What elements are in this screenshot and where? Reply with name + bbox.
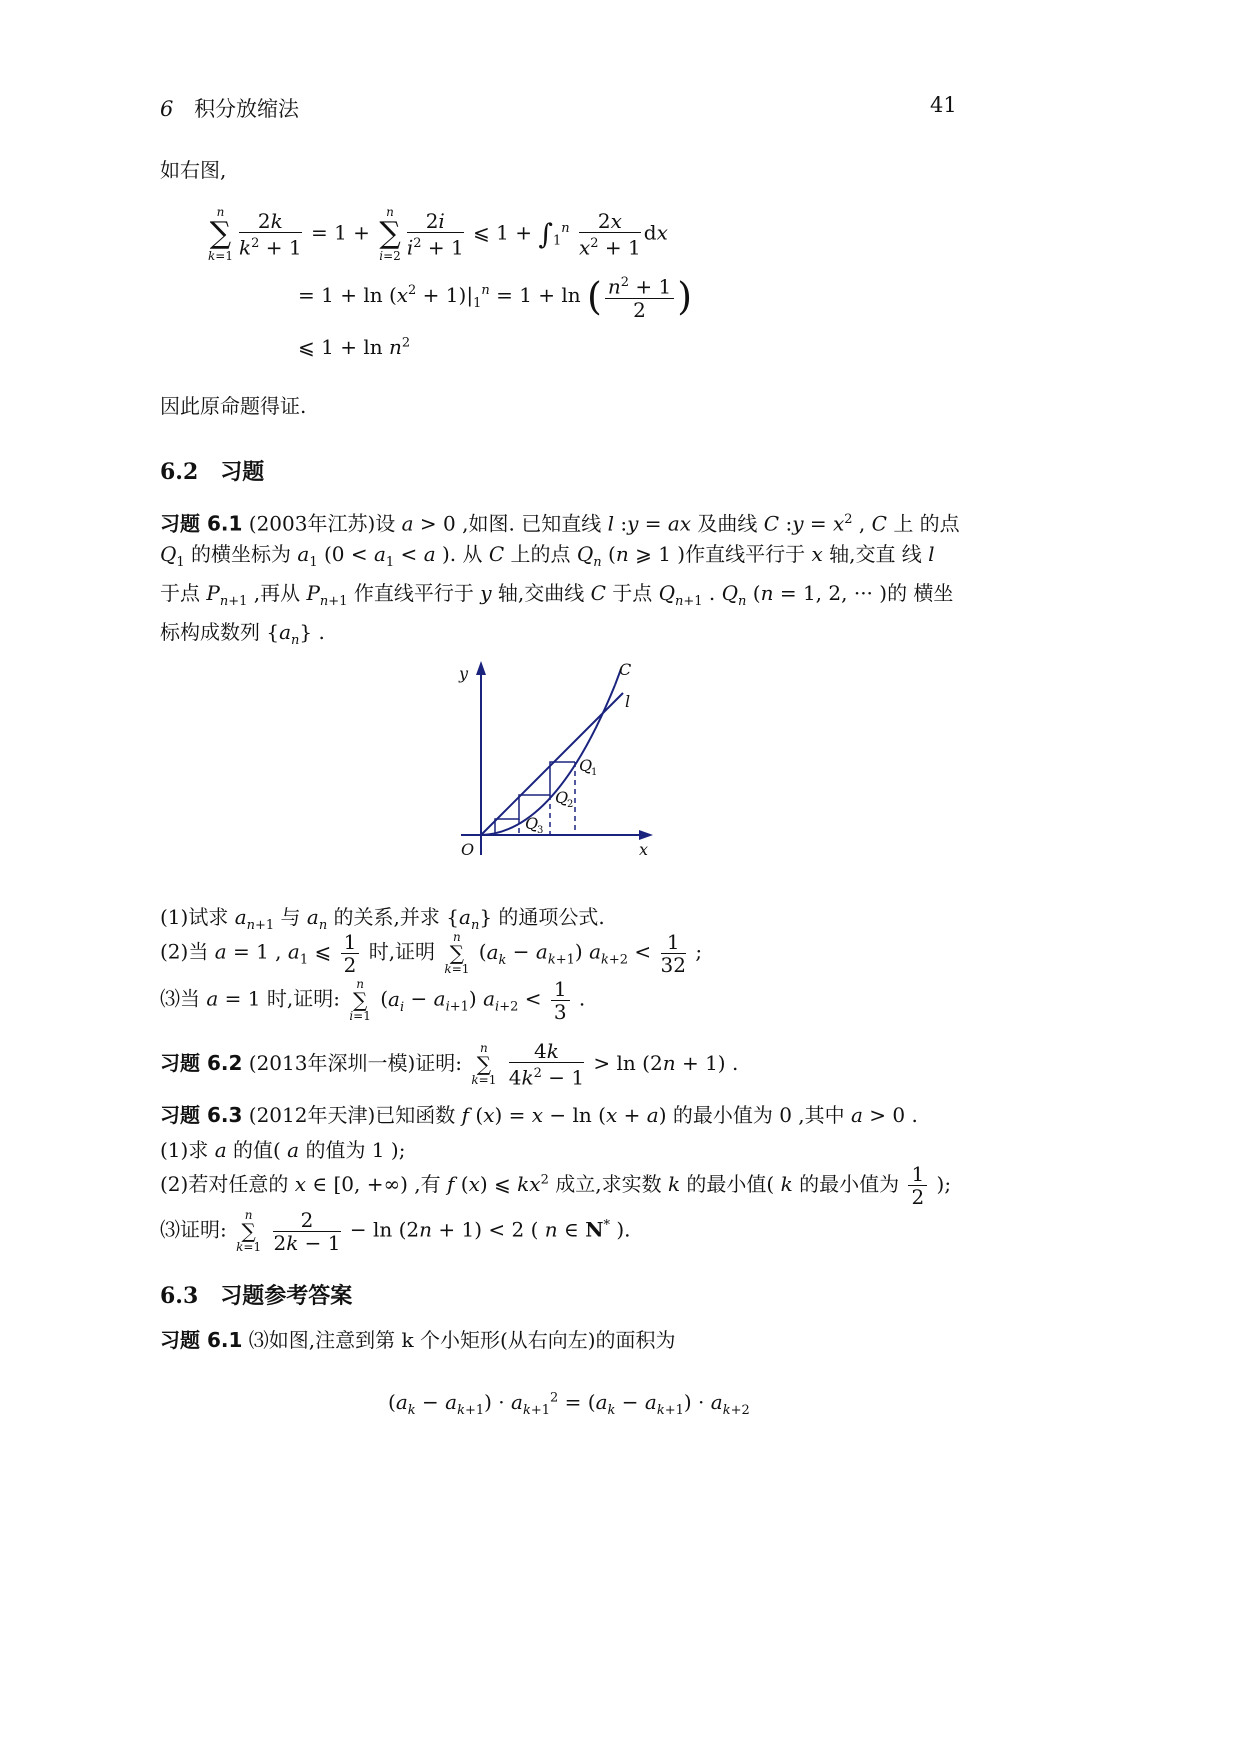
label-origin: O — [461, 840, 475, 859]
svg-text:3: 3 — [537, 825, 544, 836]
intro-text: 如右图, — [160, 158, 227, 182]
derivation-line-1: n ∑ k=1 $\frac{2k}{k^2 + 1}$ = 1 + n ∑ i=2 $\frac{2i}{i^2 + 1}$ ⩽ $1 + \int_1^n$ $\frac{2x}{x^2 + 1}$ dx — [208, 205, 668, 263]
answer-6-1-text: 习题 6.1 ⑶如图,注意到第 k 个小矩形(从右向左)的面积为 — [160, 1328, 676, 1352]
staircase-figure — [455, 655, 665, 865]
exercise-6-1-q2: (2)当 a = 1 , $a_1$ ⩽ $\frac{1}{2}$ 时,证明 n ∑ k=1 $(a_k - a_{k+1}) a_{k+2}$ < $\frac{1}{32}$ ; — [160, 929, 703, 977]
label-l: l — [625, 692, 631, 711]
section-6-2-heading: 6.2 习题 — [160, 459, 265, 485]
chapter-title: 积分放缩法 — [194, 97, 300, 121]
label-Q3: Q — [525, 814, 539, 833]
exercise-6-3-q1: (1)求 a 的值( a 的值为 1 ); — [160, 1138, 406, 1162]
label-x: x — [639, 840, 649, 859]
exercise-6-1-text: 习题 6.1 (2003年江苏)设 a > 0 ,如图. 已知直线 l :y = ax 及曲线 C :y = $x^2$ , C 上 的点 $Q_1$ 的横坐标为 $a_1$ ($0 < a_1 < a$ ). 从 C 上的点 $Q_n$ (n ⩾ 1 )作直线平行于 x 轴,交直 线 l 于点 $P_{n+1}$ ,再从 $P_{n+1}$ 作直线平行于 y 轴,交曲线 C 于点 $Q_{n+1}$ . $Q_n$ (n = 1, 2, ··· )的 横坐标构成数列 $\{a_n\}$ . — [160, 511, 960, 648]
label-C: C — [619, 660, 632, 679]
exercise-6-3-q3: ⑶证明: n ∑ k=1 $\frac{2}{2k - 1}$ − ln (2n + 1) < 2 ( n ∈ N* ). — [160, 1207, 631, 1255]
svg-text:1: 1 — [591, 767, 598, 778]
label-y: y — [459, 664, 469, 683]
page-number: 41 — [930, 93, 957, 117]
exercise-6-3-q2: (2)若对任意的 x ∈ [0, +∞) ,有 f (x) ⩽ $kx^2$ 成立,求实数 k 的最小值( k 的最小值为 $\frac{1}{2}$ ); — [160, 1162, 952, 1209]
exercise-6-3-text: 习题 6.3 (2012年天津)已知函数 f (x) = x − ln (x + a) 的最小值为 0 ,其中 a > 0 . — [160, 1103, 918, 1127]
label-Q2: Q — [555, 788, 569, 807]
running-header — [160, 93, 299, 123]
derivation-line-2: = $1 + \ln (x^2 + 1)|_1^n = 1 + \ln$ ( $\frac{n^2 + 1}{2}$ ) — [298, 272, 692, 321]
conclusion-text: 因此原命题得证. — [160, 394, 307, 418]
label-Q1: Q — [579, 756, 593, 775]
exercise-6-1-q3: ⑶当 a = 1 时,证明: n ∑ i=1 $(a_i - a_{i+1}) a_{i+2}$ < $\frac{1}{3}$ . — [160, 976, 586, 1024]
x-axis-arrow — [639, 830, 653, 840]
exercise-6-2-text: 习题 6.2 (2013年深圳一模)证明: n ∑ k=1 $\frac{4k}{4k^2 - 1}$ > ln (2n + 1) . — [160, 1039, 739, 1090]
curve-C — [481, 685, 615, 835]
y-axis-arrow — [476, 661, 486, 675]
section-6-3-heading: 6.3 习题参考答案 — [160, 1283, 353, 1309]
exercise-6-1-q1: (1)试求 $a_{n+1}$ 与 $a_n$ 的关系,并求 $\{a_n\}$ 的通项公式. — [160, 905, 605, 933]
derivation-line-3: ⩽ $1 + \ln n^2$ — [298, 335, 411, 359]
svg-text:2: 2 — [567, 799, 574, 810]
answer-6-1-formula: $(a_k - a_{k+1}) \cdot a_{k+1}^2 = (a_k - a_{k+1}) \cdot a_{k+2}$ — [388, 1390, 750, 1418]
chapter-number: 6 — [160, 97, 174, 121]
